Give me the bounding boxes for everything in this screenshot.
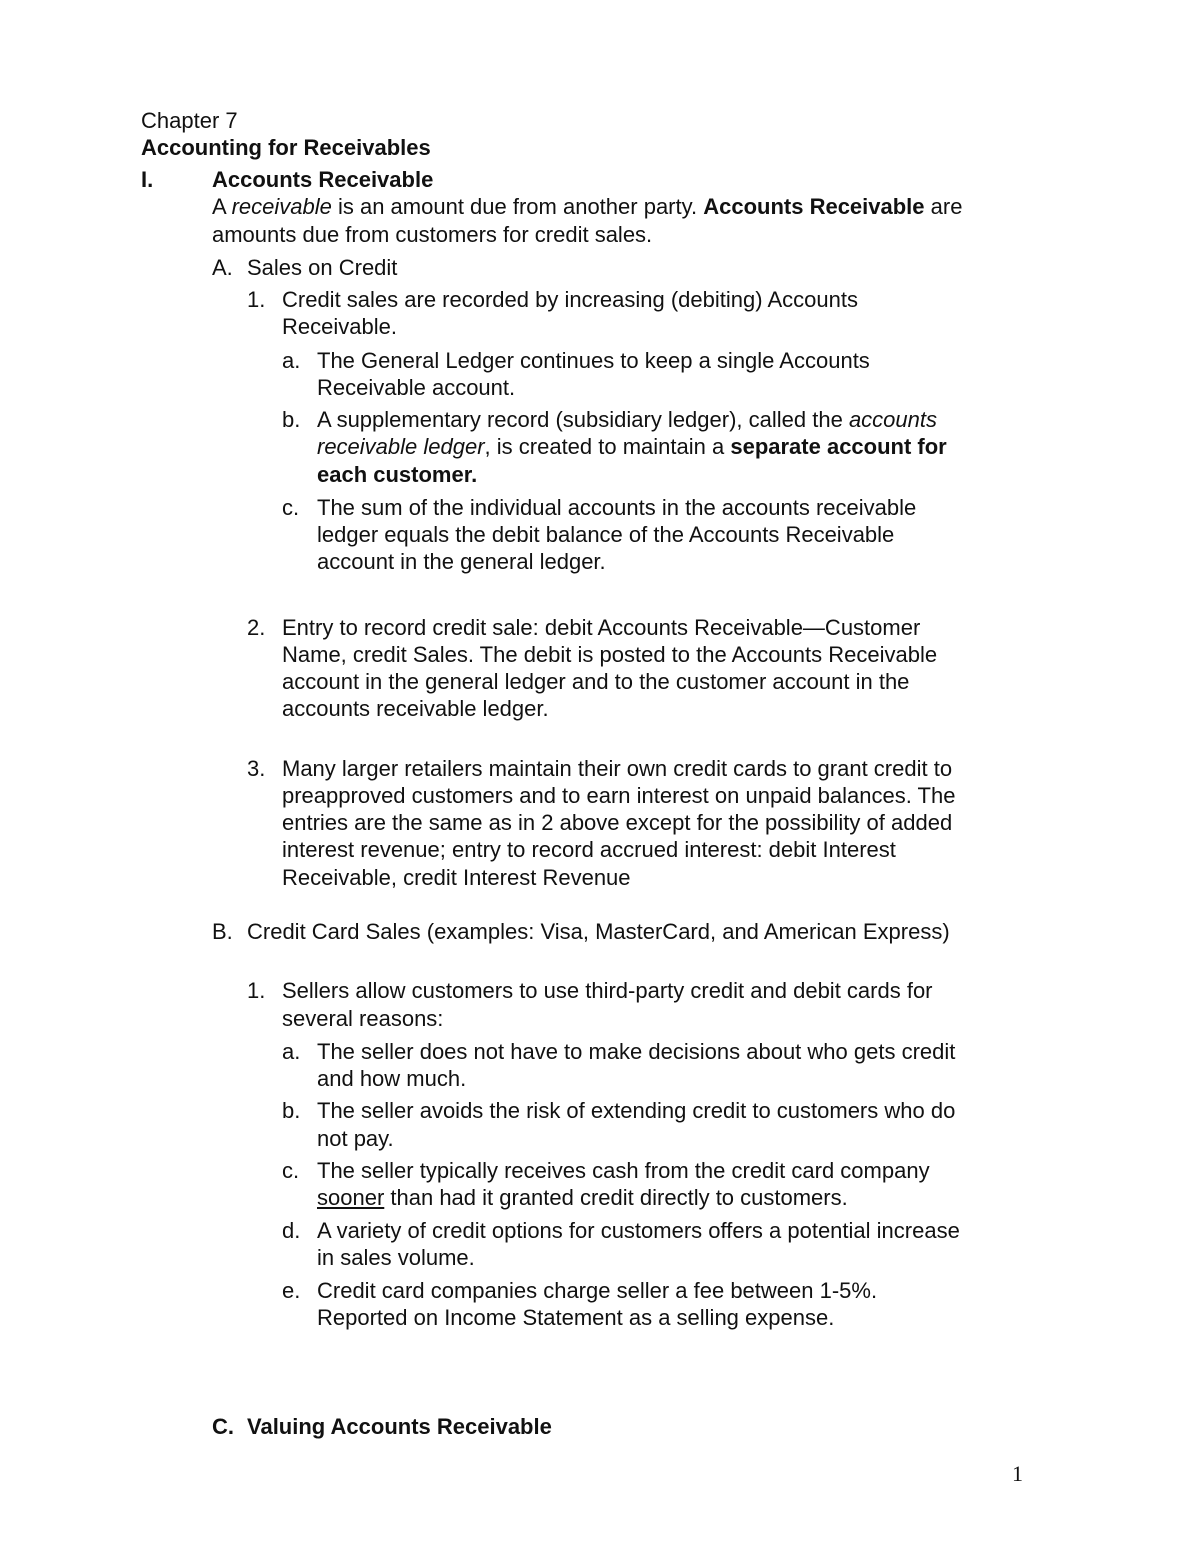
b1-d-line1: A variety of credit options for customers offers a potential increase — [317, 1218, 960, 1243]
section-b-marker: B. — [212, 919, 233, 944]
a-item2-line4: accounts receivable ledger. — [282, 696, 549, 721]
a-item1-line1: Credit sales are recorded by increasing (debiting) Accounts — [282, 287, 858, 312]
b1-c-line1: The seller typically receives cash from the credit card company — [317, 1158, 930, 1183]
a-item3-line4: interest revenue; entry to record accrued interest: debit Interest — [282, 837, 896, 862]
a-item3-line5: Receivable, credit Interest Revenue — [282, 865, 631, 890]
a-item3-marker: 3. — [247, 756, 266, 781]
a-item3-line3: entries are the same as in 2 above except for the possibility of added — [282, 810, 953, 835]
a1-b-line2: receivable ledger, is created to maintain a separate account for — [317, 434, 947, 459]
chapter-label: Chapter 7 — [141, 108, 238, 133]
a1-c-line1: The sum of the individual accounts in the accounts receivable — [317, 495, 917, 520]
section-i-intro-line2: amounts due from customers for credit sales. — [212, 222, 653, 247]
a-item3-line2: preapproved customers and to earn interest on unpaid balances. The — [282, 783, 956, 808]
a1-a-line1: The General Ledger continues to keep a single Accounts — [317, 348, 870, 373]
a1-c-marker: c. — [282, 495, 300, 520]
a1-b-line1: A supplementary record (subsidiary ledger), called the accounts — [317, 407, 937, 432]
b1-a-marker: a. — [282, 1039, 301, 1064]
a-item2-marker: 2. — [247, 615, 266, 640]
a1-c-line3: account in the general ledger. — [317, 549, 606, 574]
a1-a-marker: a. — [282, 348, 301, 373]
a1-b-marker: b. — [282, 407, 301, 432]
page-number: 1 — [1012, 1461, 1023, 1486]
a1-a-line2: Receivable account. — [317, 375, 516, 400]
section-c-heading: Valuing Accounts Receivable — [247, 1414, 552, 1439]
section-a-marker: A. — [212, 255, 233, 280]
b1-c-line2: sooner than had it granted credit directly to customers. — [317, 1185, 848, 1210]
b1-a-line1: The seller does not have to make decisions about who gets credit — [317, 1039, 956, 1064]
b1-a-line2: and how much. — [317, 1066, 467, 1091]
a-item1-line2: Receivable. — [282, 314, 397, 339]
b1-d-line2: in sales volume. — [317, 1245, 475, 1270]
a-item1-marker: 1. — [247, 287, 266, 312]
section-i-intro-line1: A receivable is an amount due from another party. Accounts Receivable are — [212, 194, 963, 219]
b-item1-marker: 1. — [247, 978, 266, 1003]
b1-b-line1: The seller avoids the risk of extending credit to customers who do — [317, 1098, 956, 1123]
section-b-heading: Credit Card Sales (examples: Visa, MasterCard, and American Express) — [247, 919, 950, 944]
a-item3-line1: Many larger retailers maintain their own credit cards to grant credit to — [282, 756, 953, 781]
section-a-heading: Sales on Credit — [247, 255, 398, 280]
a-item2-line1: Entry to record credit sale: debit Accounts Receivable—Customer — [282, 615, 921, 640]
section-c-marker: C. — [212, 1414, 234, 1439]
section-i-marker: I. — [141, 167, 154, 192]
b1-c-marker: c. — [282, 1158, 300, 1183]
b1-d-marker: d. — [282, 1218, 301, 1243]
b1-e-line2: Reported on Income Statement as a selling expense. — [317, 1305, 835, 1330]
b-item1-line2: several reasons: — [282, 1006, 444, 1031]
b-item1-line1: Sellers allow customers to use third-party credit and debit cards for — [282, 978, 933, 1003]
section-i-heading: Accounts Receivable — [212, 167, 434, 192]
b1-b-line2: not pay. — [317, 1126, 394, 1151]
b1-b-marker: b. — [282, 1098, 301, 1123]
b1-e-marker: e. — [282, 1278, 301, 1303]
a1-b-line3: each customer. — [317, 462, 478, 487]
a-item2-line3: account in the general ledger and to the customer account in the — [282, 669, 910, 694]
document-title: Accounting for Receivables — [141, 135, 431, 160]
b1-e-line1: Credit card companies charge seller a fee between 1-5%. — [317, 1278, 878, 1303]
a1-c-line2: ledger equals the debit balance of the Accounts Receivable — [317, 522, 895, 547]
a-item2-line2: Name, credit Sales. The debit is posted to the Accounts Receivable — [282, 642, 938, 667]
